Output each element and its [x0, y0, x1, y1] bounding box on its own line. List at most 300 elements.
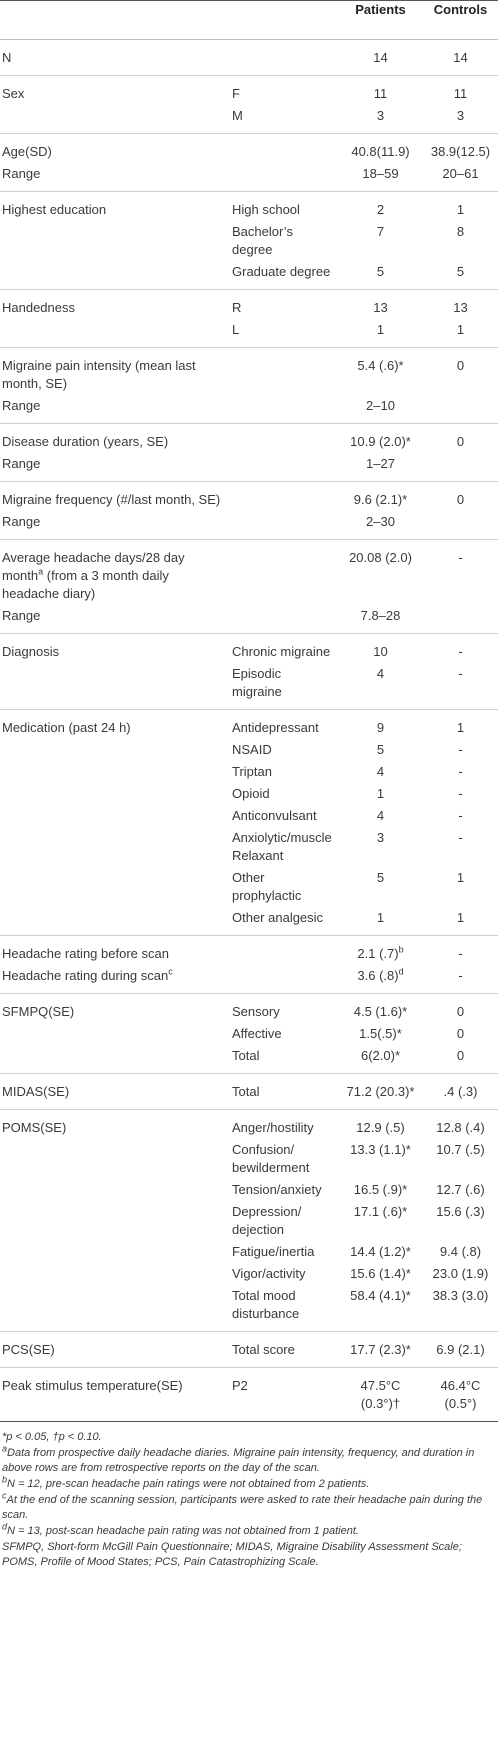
row-label: [0, 261, 228, 290]
table-row: [0, 605, 498, 634]
table-row: [0, 1110, 498, 1140]
cell-patients: [338, 395, 423, 424]
row-label-text: Average headache days/28 day month: [2, 550, 185, 583]
table-row: [0, 163, 498, 192]
cell-patients: [338, 1263, 423, 1285]
row-label: [0, 1139, 228, 1179]
cell-controls: -: [458, 666, 463, 681]
table-row: [0, 710, 498, 740]
cell-patients: [338, 783, 423, 805]
cell-patients-value: 14: [373, 50, 388, 65]
row-subcategory: Fatigue/inertia: [232, 1244, 315, 1259]
table-row: [0, 221, 498, 261]
cell-patients: [338, 663, 423, 710]
row-label-text: Peak stimulus temperature(SE): [2, 1378, 183, 1393]
footnote: [2, 1521, 496, 1539]
table-row: [0, 783, 498, 805]
row-subcategory: [228, 965, 338, 994]
cell-patients-value: 16.5 (.9)*: [353, 1182, 408, 1197]
cell-patients: [338, 1110, 423, 1140]
header-col1: [0, 1, 228, 40]
table-row: [0, 482, 498, 512]
table-row: [0, 511, 498, 540]
row-label: [0, 1241, 228, 1263]
cell-controls: 0: [456, 1004, 465, 1019]
row-subcategory: [228, 453, 338, 482]
row-subcategory: Anxiolytic/muscle Relaxant: [232, 830, 332, 863]
row-label: [0, 1179, 228, 1201]
row-label: [0, 76, 228, 106]
cell-patients: [338, 424, 423, 454]
row-group: [0, 710, 498, 936]
cell-controls: 0: [456, 1048, 465, 1063]
table-row: [0, 1368, 498, 1422]
row-label-text: Range: [2, 514, 41, 529]
row-subcategory: [228, 482, 338, 512]
row-subcategory: Episodic migraine: [232, 666, 282, 699]
row-label-text: SFMPQ(SE): [2, 1004, 75, 1019]
row-group: [0, 134, 498, 192]
footnote-marker: a: [38, 566, 44, 577]
row-label-text: Headache rating before scan: [2, 946, 169, 961]
row-label: [0, 1332, 228, 1368]
table-row: [0, 827, 498, 867]
cell-patients: [338, 163, 423, 192]
cell-patients-value: 13: [373, 300, 388, 315]
cell-patients-value: 5: [376, 870, 385, 885]
row-subcategory: Total: [232, 1048, 260, 1063]
row-group: [0, 1368, 498, 1422]
cell-patients: [338, 105, 423, 134]
cell-controls: 0: [456, 358, 465, 373]
row-label-text: Handedness: [2, 300, 75, 315]
table-row: [0, 1179, 498, 1201]
row-group: [0, 76, 498, 134]
row-label-text: Migraine pain intensity (mean last month, SE): [2, 358, 196, 391]
table-row: [0, 348, 498, 396]
cell-controls: [423, 453, 498, 482]
row-group: [0, 40, 498, 76]
cell-patients-value: 3: [376, 108, 385, 123]
cell-patients: [338, 1332, 423, 1368]
row-group: [0, 1074, 498, 1110]
row-label-text: Headache rating during scan: [2, 968, 169, 983]
footnote-marker: c: [168, 966, 173, 977]
cell-patients: [338, 605, 423, 634]
row-label: [0, 424, 228, 454]
row-label: [0, 221, 228, 261]
footnote: [2, 1430, 496, 1445]
footnote-marker: b: [2, 1474, 8, 1485]
row-group: [0, 540, 498, 634]
cell-patients: [338, 1285, 423, 1332]
cell-patients-value: 10: [373, 644, 388, 659]
cell-patients: [338, 827, 423, 867]
cell-controls: 1: [456, 910, 465, 925]
cell-patients-value: 5: [376, 264, 385, 279]
row-label: [0, 710, 228, 740]
row-subcategory: [228, 348, 338, 396]
row-label: [0, 319, 228, 348]
row-subcategory: Total mood disturbance: [232, 1288, 300, 1321]
cell-controls: 8: [456, 224, 465, 239]
cell-patients: [338, 76, 423, 106]
footnote-text: *p < 0.05, †p < 0.10.: [2, 1431, 102, 1443]
row-label: [0, 936, 228, 966]
footnote-marker: d: [398, 966, 404, 977]
cell-patients: [338, 1045, 423, 1074]
cell-patients-value: 13.3 (1.1)*: [350, 1142, 411, 1157]
cell-patients: [338, 134, 423, 164]
cell-patients-value: 2–10: [366, 398, 395, 413]
row-label: [0, 965, 228, 994]
row-subcategory: [228, 424, 338, 454]
header-controls: Controls: [423, 1, 498, 40]
cell-patients-value: 7.8–28: [360, 608, 401, 623]
cell-patients: [338, 994, 423, 1024]
row-subcategory: [228, 163, 338, 192]
table-row: [0, 1139, 498, 1179]
row-subcategory: Chronic migraine: [232, 644, 331, 659]
cell-patients: [338, 1201, 423, 1241]
row-subcategory: Vigor/activity: [232, 1266, 306, 1281]
row-label-text: Range: [2, 398, 41, 413]
cell-patients: [338, 1023, 423, 1045]
row-group: [0, 994, 498, 1074]
row-subcategory: [228, 936, 338, 966]
row-subcategory: Sensory: [232, 1004, 280, 1019]
cell-patients: [338, 511, 423, 540]
cell-controls: 13: [453, 300, 468, 315]
row-label-text: Range: [2, 166, 41, 181]
cell-patients: [338, 221, 423, 261]
row-group: [0, 482, 498, 540]
cell-patients: [338, 634, 423, 664]
cell-patients: [338, 348, 423, 396]
footnote: [2, 1474, 496, 1492]
row-group: [0, 1110, 498, 1332]
row-label: [0, 663, 228, 710]
footnote-text: Data from prospective daily headache diaries. Migraine pain intensity, frequency, and duration in above rows are from retrospective reports on the day of the scan.: [2, 1447, 475, 1474]
row-label-text: Diagnosis: [2, 644, 60, 659]
row-label: [0, 783, 228, 805]
cell-controls: -: [458, 742, 463, 757]
table-row: [0, 134, 498, 164]
row-label-text: PCS(SE): [2, 1342, 55, 1357]
table-row: [0, 1074, 498, 1110]
table-row: [0, 634, 498, 664]
table-row: [0, 76, 498, 106]
row-label: [0, 192, 228, 222]
cell-controls: 15.6 (.3): [436, 1204, 485, 1219]
cell-controls: 12.7 (.6): [436, 1182, 485, 1197]
cell-patients: [338, 319, 423, 348]
cell-controls: 1: [456, 720, 465, 735]
cell-patients: [338, 540, 423, 606]
cell-patients-value: 4: [376, 666, 385, 681]
cell-controls: -: [458, 764, 463, 779]
table-row: [0, 319, 498, 348]
cell-patients-value: 14.4 (1.2)*: [350, 1244, 411, 1259]
row-subcategory: Anger/hostility: [232, 1120, 314, 1135]
cell-patients: [338, 1139, 423, 1179]
row-subcategory: [228, 134, 338, 164]
row-subcategory: High school: [232, 202, 300, 217]
table-row: [0, 40, 498, 76]
table-row: [0, 663, 498, 710]
row-label-text: MIDAS(SE): [2, 1084, 70, 1099]
cell-controls: 0: [456, 492, 465, 507]
row-subcategory: Triptan: [232, 764, 272, 779]
cell-patients: [338, 805, 423, 827]
cell-patients-value: 15.6 (1.4)*: [350, 1266, 411, 1281]
row-subcategory: [228, 40, 338, 76]
table-row: [0, 739, 498, 761]
row-label: [0, 827, 228, 867]
row-label: [0, 1285, 228, 1332]
cell-patients-value: 58.4 (4.1)*: [350, 1288, 411, 1303]
row-group: [0, 1332, 498, 1368]
footnote: [2, 1443, 496, 1476]
table-row: [0, 867, 498, 907]
table-row: [0, 1263, 498, 1285]
cell-patients-value: 71.2 (20.3)*: [346, 1084, 415, 1099]
row-label: [0, 1263, 228, 1285]
row-label: [0, 163, 228, 192]
table-row: [0, 1241, 498, 1263]
table-row: [0, 1023, 498, 1045]
row-subcategory: Affective: [232, 1026, 282, 1041]
cell-controls: 1: [456, 322, 465, 337]
table-row: [0, 290, 498, 320]
cell-controls: 5: [456, 264, 465, 279]
cell-controls: -: [458, 946, 463, 961]
row-subcategory: Graduate degree: [232, 264, 331, 279]
cell-controls: 38.9(12.5): [430, 144, 491, 159]
row-label-text: POMS(SE): [2, 1120, 67, 1135]
row-label: [0, 1023, 228, 1045]
cell-patients-value: 5.4 (.6)*: [357, 358, 404, 373]
row-subcategory: [228, 605, 338, 634]
row-label: [0, 1368, 228, 1422]
cell-controls: .4 (.3): [443, 1084, 478, 1099]
cell-controls: 0: [456, 434, 465, 449]
cell-patients-value: 12.9 (.5): [356, 1120, 405, 1135]
table-row: [0, 453, 498, 482]
row-label: [0, 907, 228, 936]
row-label: [0, 994, 228, 1024]
row-subcategory: Opioid: [232, 786, 270, 801]
row-label: [0, 482, 228, 512]
footnote-marker: b: [398, 944, 404, 955]
cell-controls: 20–61: [442, 166, 479, 181]
table-row: [0, 1045, 498, 1074]
cell-controls: 9.4 (.8): [439, 1244, 482, 1259]
table-row: [0, 761, 498, 783]
footnote-marker: d: [2, 1521, 8, 1532]
row-subcategory: [228, 395, 338, 424]
row-group: [0, 192, 498, 290]
row-label-tail: (from a 3 month daily headache diary): [2, 568, 169, 601]
row-group: [0, 348, 498, 424]
table-row: [0, 994, 498, 1024]
cell-patients: [338, 739, 423, 761]
footnote: [2, 1540, 496, 1570]
cell-patients-value: 3.6 (.8): [357, 968, 399, 983]
cell-controls: [423, 511, 498, 540]
cell-patients: [338, 867, 423, 907]
row-subcategory: [228, 511, 338, 540]
row-label: [0, 739, 228, 761]
cell-patients: [338, 261, 423, 290]
row-subcategory: Other analgesic: [232, 910, 324, 925]
table-row: [0, 1201, 498, 1241]
cell-patients: [338, 907, 423, 936]
cell-controls: 23.0 (1.9): [432, 1266, 489, 1281]
cell-patients: [338, 1074, 423, 1110]
cell-patients-value: 4: [376, 764, 385, 779]
cell-controls: 11: [453, 86, 468, 101]
table-row: [0, 907, 498, 936]
cell-patients-value: 10.9 (2.0)*: [350, 434, 411, 449]
row-label-text: Highest education: [2, 202, 107, 217]
table-header: [0, 1, 498, 40]
row-label: [0, 511, 228, 540]
cell-controls: -: [458, 786, 463, 801]
cell-patients-value: 2: [376, 202, 385, 217]
cell-patients-value: 20.08 (2.0): [349, 550, 412, 565]
row-subcategory: L: [232, 322, 240, 337]
row-label-text: Age(SD): [2, 144, 52, 159]
cell-patients-value: 1: [376, 322, 385, 337]
row-subcategory: Total: [232, 1084, 260, 1099]
row-label: [0, 348, 228, 396]
cell-patients-value: 17.7 (2.3)*: [350, 1342, 411, 1357]
cell-controls: 3: [456, 108, 465, 123]
row-label: [0, 761, 228, 783]
row-label: [0, 105, 228, 134]
row-subcategory: P2: [232, 1378, 248, 1393]
cell-controls: 14: [453, 50, 468, 65]
row-subcategory: Bachelor’s degree: [232, 224, 293, 257]
row-subcategory: Other prophylactic: [232, 870, 302, 903]
row-label: [0, 605, 228, 634]
cell-controls: [423, 605, 498, 634]
row-label: [0, 1110, 228, 1140]
cell-controls: 10.7 (.5): [436, 1142, 485, 1157]
table-row: [0, 965, 498, 994]
row-group: [0, 936, 498, 994]
cell-patients-value: 40.8(11.9): [351, 144, 410, 159]
row-label: [0, 1074, 228, 1110]
row-label: [0, 1201, 228, 1241]
row-subcategory: [228, 540, 338, 606]
table-row: [0, 1285, 498, 1332]
cell-patients-value: 1: [376, 786, 385, 801]
cell-patients: [338, 192, 423, 222]
cell-patients: [338, 453, 423, 482]
row-subcategory: Tension/anxiety: [232, 1182, 322, 1197]
cell-patients: [338, 1368, 423, 1422]
row-group: [0, 634, 498, 710]
table-row: [0, 540, 498, 606]
cell-patients: [338, 40, 423, 76]
row-label-text: Range: [2, 608, 41, 623]
cell-patients-value: 47.5°C (0.3°)†: [360, 1378, 401, 1411]
row-subcategory: Anticonvulsant: [232, 808, 317, 823]
table-row: [0, 395, 498, 424]
cell-patients-value: 1–27: [366, 456, 395, 471]
row-label: [0, 40, 228, 76]
cell-patients: [338, 1179, 423, 1201]
cell-patients: [338, 761, 423, 783]
table-row: [0, 192, 498, 222]
row-label-text: Sex: [2, 86, 25, 101]
table-row: [0, 105, 498, 134]
cell-patients-value: 18–59: [362, 166, 399, 181]
row-group: [0, 290, 498, 348]
cell-patients-value: 1: [376, 910, 385, 925]
cell-controls: -: [458, 644, 463, 659]
cell-patients: [338, 936, 423, 966]
cell-controls: 0: [456, 1026, 465, 1041]
cell-patients-value: 9.6 (2.1)*: [353, 492, 408, 507]
row-label: [0, 395, 228, 424]
cell-controls: 6.9 (2.1): [436, 1342, 485, 1357]
header-col2: [228, 1, 338, 40]
header-patients: Patients: [338, 1, 423, 40]
cell-controls: 38.3 (3.0): [432, 1288, 489, 1303]
cell-controls: -: [458, 830, 463, 845]
table-row: [0, 424, 498, 454]
cell-patients-value: 9: [376, 720, 385, 735]
cell-patients: [338, 710, 423, 740]
cell-controls: 1: [456, 870, 465, 885]
footnote-text: SFMPQ, Short-form McGill Pain Questionnaire; MIDAS, Migraine Disability Assessment Scale; POMS, Profile of Mood States; PCS, Pain Catastrophizing Scale.: [2, 1541, 462, 1568]
row-subcategory: R: [232, 300, 242, 315]
cell-patients-value: 1.5(.5)*: [359, 1026, 402, 1041]
cell-patients: [338, 1241, 423, 1263]
cell-controls: -: [458, 550, 463, 565]
row-label: [0, 634, 228, 664]
cell-patients-value: 4: [376, 808, 385, 823]
row-label-text: N: [2, 50, 12, 65]
cell-patients-value: 5: [376, 742, 385, 757]
row-label-text: Migraine frequency (#/last month, SE): [2, 492, 221, 507]
row-label-text: Range: [2, 456, 41, 471]
cell-controls: -: [458, 968, 463, 983]
cell-controls: 1: [456, 202, 465, 217]
table-footnotes: [0, 1422, 498, 1570]
cell-patients-value: 17.1 (.6)*: [353, 1204, 408, 1219]
cell-controls: [423, 395, 498, 424]
cell-patients-value: 11: [373, 86, 388, 101]
cell-patients-value: 6(2.0)*: [360, 1048, 401, 1063]
row-label: [0, 1045, 228, 1074]
footnote-marker: c: [2, 1490, 7, 1501]
row-group: [0, 424, 498, 482]
footnote-text: N = 13, post-scan headache pain rating was not obtained from 1 patient.: [7, 1525, 359, 1537]
row-label: [0, 867, 228, 907]
table-row: [0, 936, 498, 966]
cell-controls: 46.4°C (0.5°): [440, 1378, 481, 1411]
row-label-text: Disease duration (years, SE): [2, 434, 169, 449]
cell-patients-value: 2.1 (.7): [357, 946, 399, 961]
row-label-text: Medication (past 24 h): [2, 720, 131, 735]
row-label: [0, 134, 228, 164]
row-subcategory: NSAID: [232, 742, 272, 757]
row-label: [0, 805, 228, 827]
